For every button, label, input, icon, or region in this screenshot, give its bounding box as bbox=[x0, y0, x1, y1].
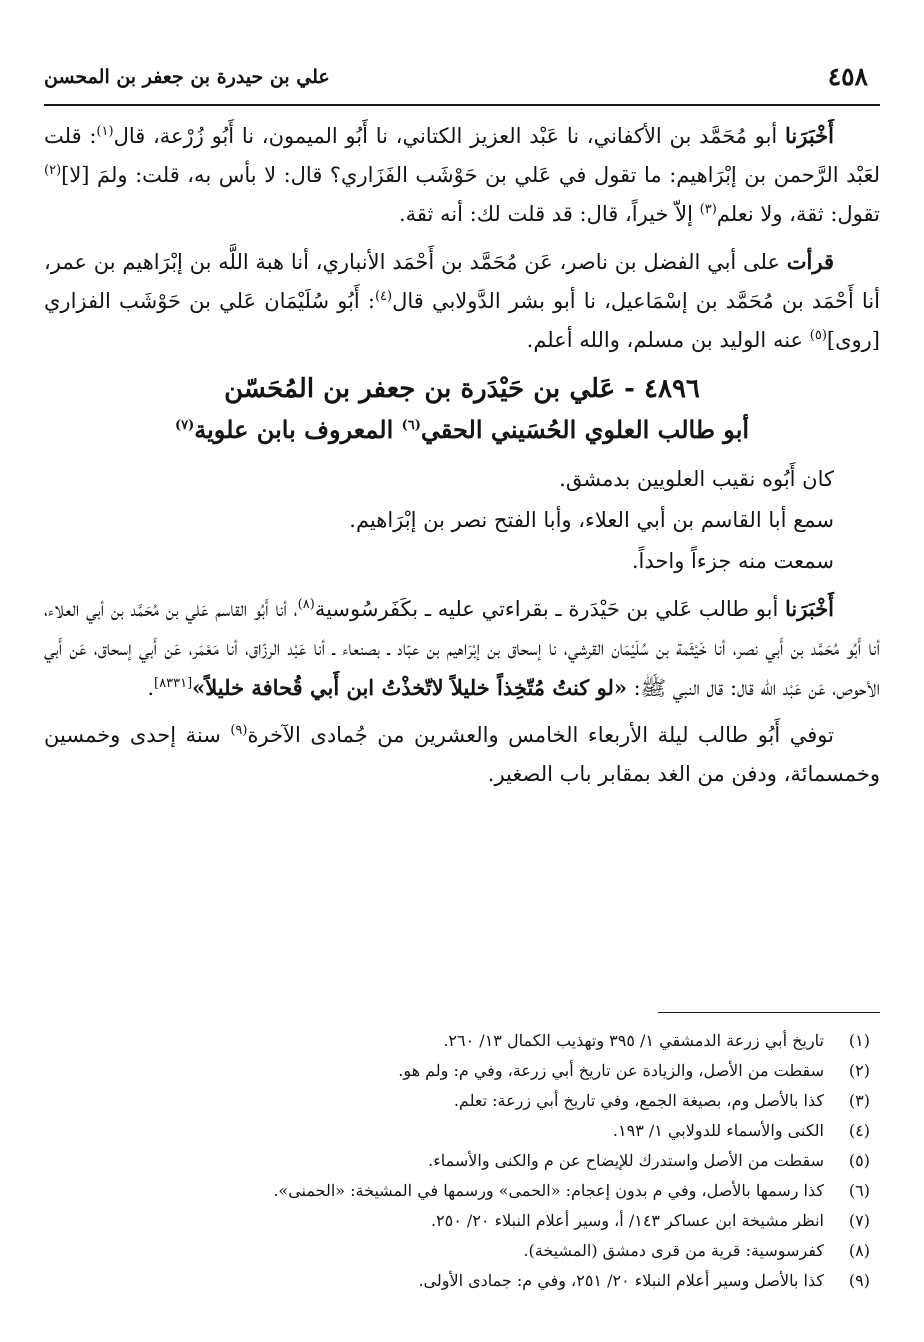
footnote bbox=[44, 1176, 880, 1206]
footnote-marker[interactable]: (٨) bbox=[297, 597, 315, 612]
footnote-text: كذا بالأصل وسير أعلام النبلاء ٢٠/ ٢٥١، وفي م: جمادى الأولى. bbox=[418, 1271, 824, 1290]
footnote-number: (١) bbox=[848, 1031, 870, 1050]
footnote-text: كذا بالأصل وم، بصيغة الجمع، وفي تاريخ أبي زرعة: تعلم. bbox=[453, 1091, 824, 1110]
paragraph-abu-zura bbox=[44, 116, 880, 234]
footnote-text: سقطت من الأصل، والزيادة عن تاريخ أبي زرعة، وفي م: ولم هو. bbox=[398, 1061, 824, 1080]
footnote-number: (٥) bbox=[848, 1151, 870, 1170]
paragraph-lead-word: أَخْبَرَنا bbox=[785, 123, 834, 148]
footnote-marker[interactable]: (٣) bbox=[699, 202, 717, 217]
running-title: علي بن حيدرة بن جعفر بن المحسن bbox=[44, 66, 330, 88]
footnote bbox=[44, 1236, 880, 1266]
entry-title: ٤٨٩٦ - عَلي بن حَيْدَرة بن جعفر بن المُحَسّن bbox=[224, 374, 700, 404]
bio-line: سمع أبا القاسم بن أبي العلاء، وأبا الفتح نصر بن إبْرَاهيم. bbox=[349, 508, 834, 532]
page-number: ٤٥٨ bbox=[827, 62, 868, 91]
footnote-number: (٦) bbox=[848, 1181, 870, 1200]
footnote bbox=[44, 1086, 880, 1116]
footnote-text: سقطت من الأصل واستدرك للإيضاح عن م والكنى والأسماء. bbox=[428, 1151, 824, 1170]
footnotes bbox=[44, 1026, 880, 1296]
entry-subtitle-text: المعروف بابن علوية bbox=[194, 415, 402, 444]
footnote-number: (٢) bbox=[848, 1061, 870, 1080]
paragraph-hadith bbox=[44, 589, 880, 708]
footnote-number: (٣) bbox=[848, 1091, 870, 1110]
footnote-number: (٤) bbox=[848, 1121, 870, 1140]
footnote-marker[interactable]: (٩) bbox=[230, 723, 248, 738]
footnote-marker[interactable]: (١) bbox=[96, 124, 114, 139]
footnote bbox=[44, 1056, 880, 1086]
footnote-text: كذا رسمها بالأصل، وفي م بدون إعجام: «الحمى» ورسمها في المشيخة: «الحمنى». bbox=[273, 1181, 824, 1200]
footnote-marker[interactable]: (٦) bbox=[401, 418, 421, 433]
paragraph-text: تقول: ثقة، ولا نعلم bbox=[716, 202, 880, 226]
paragraph-text: سنة إحدى وخمسين وخمسمائة، ودفن من الغد بمقابر باب الصغير. bbox=[44, 723, 880, 786]
footnote-text: انظر مشيخة ابن عساكر ١٤٣/ أ، وسير أعلام النبلاء ٢٠/ ٢٥٠. bbox=[430, 1211, 824, 1230]
paragraph-text: عنه الوليد بن مسلم، والله أعلم. bbox=[526, 328, 810, 352]
main-text bbox=[44, 116, 880, 802]
footnote bbox=[44, 1146, 880, 1176]
paragraph-text: ، أنا أَبُو القاسم عَلي بن مُحَمَّد بن أبي العلاء، أنا أَبُو مُحَمَّد بن أَبي نصر، أنا خَيْثَمة بن سُلَيْمَان القرشي، نا إسحاق بن إبْرَاهيم بن عبّاد ـ بصنعاء ـ أنا عَبْد الرزّاق، أنا مَعْمَر، عَن أَبي إسحاق، عَن أَبي الأحوص، عَن عَبْد اللّه قال: قال النبي ﷺ: bbox=[44, 597, 880, 700]
footnote-number: (٨) bbox=[848, 1241, 870, 1260]
entry-subtitle bbox=[44, 410, 880, 450]
footnote-marker[interactable]: (٧) bbox=[174, 418, 195, 433]
paragraph-death bbox=[44, 716, 880, 794]
paragraph-text: أبو طالب عَلي بن حَيْدَرة ـ بقراءتي عليه ـ بكَفَرسُوسية bbox=[314, 597, 786, 621]
footnote-marker[interactable]: (٥) bbox=[809, 328, 827, 343]
footnote bbox=[44, 1026, 880, 1056]
footnote-marker[interactable]: (٢) bbox=[44, 163, 62, 178]
footnote bbox=[44, 1206, 880, 1236]
footnote-text: كفرسوسية: قرية من قرى دمشق (المشيخة). bbox=[523, 1241, 824, 1260]
hadith-text: «لو كنتُ مُتّخِذاً خليلاً لاتّخذْتُ ابن أَبي قُحافة خليلاً» bbox=[192, 675, 627, 700]
footnote-number: (٧) bbox=[848, 1211, 870, 1230]
footnote-text: تاريخ أبي زرعة الدمشقي ١/ ٣٩٥ وتهذيب الكمال ١٣/ ٢٦٠. bbox=[443, 1031, 824, 1050]
paragraph-text: على أبي الفضل بن ناصر، عَن مُحَمَّد بن أَحْمَد الأنباري، أنا هبة اللَّه بن إبْرَاهيم بن عمر، أنا أَحْمَد بن مُحَمَّد بن إسْمَاعيل، نا أبو بشر الدَّولابي قال bbox=[44, 250, 880, 313]
footnote-marker[interactable]: (٤) bbox=[374, 289, 393, 304]
paragraph-text: أبو مُحَمَّد بن الأكفاني، نا عَبْد العزيز الكتاني، نا أَبُو الميمون، نا أَبُو زُرْعة، قال bbox=[113, 124, 786, 148]
paragraph-text: : قلت لعَبْد الرَّحمن بن إبْرَاهيم: ما تقول في عَلي بن حَوْشَب الفَزَاري؟ قال: لا بأس به، قلت: ولمَ [لا] bbox=[44, 124, 880, 187]
entry-subtitle-text: أبو طالب العلوي الحُسَيني الحقي bbox=[420, 415, 750, 444]
footnote-text: الكنى والأسماء للدولابي ١/ ١٩٣. bbox=[612, 1121, 824, 1140]
paragraph-text: توفي أَبُو طالب ليلة الأربعاء الخامس والعشرين من جُمادى الآخرة bbox=[247, 723, 834, 747]
hadith-reference: [٨٣٣١] bbox=[154, 676, 193, 691]
footnote-number: (٩) bbox=[848, 1271, 870, 1290]
footnote bbox=[44, 1266, 880, 1296]
paragraph-lead-word: أَخْبَرَنا bbox=[785, 596, 835, 621]
paragraph-dulabi bbox=[44, 242, 880, 360]
bio-line: سمعت منه جزءاً واحداً. bbox=[631, 549, 834, 573]
footnote bbox=[44, 1116, 880, 1146]
entry-heading bbox=[44, 368, 880, 450]
bio-line: كان أَبُوه نقيب العلويين بدمشق. bbox=[559, 467, 834, 491]
paragraph-text: : أَبُو سُلَيْمَان عَلي بن حَوْشَب الفزاري [روى] bbox=[44, 289, 880, 352]
footnote-separator bbox=[658, 1012, 880, 1013]
paragraph-text: . bbox=[147, 676, 155, 700]
page-header bbox=[44, 56, 880, 106]
paragraph-text: إلاّ خيراً، قال: قد قلت لك: أنه ثقة. bbox=[398, 202, 700, 226]
paragraph-lead-word: قرأت bbox=[786, 249, 834, 274]
